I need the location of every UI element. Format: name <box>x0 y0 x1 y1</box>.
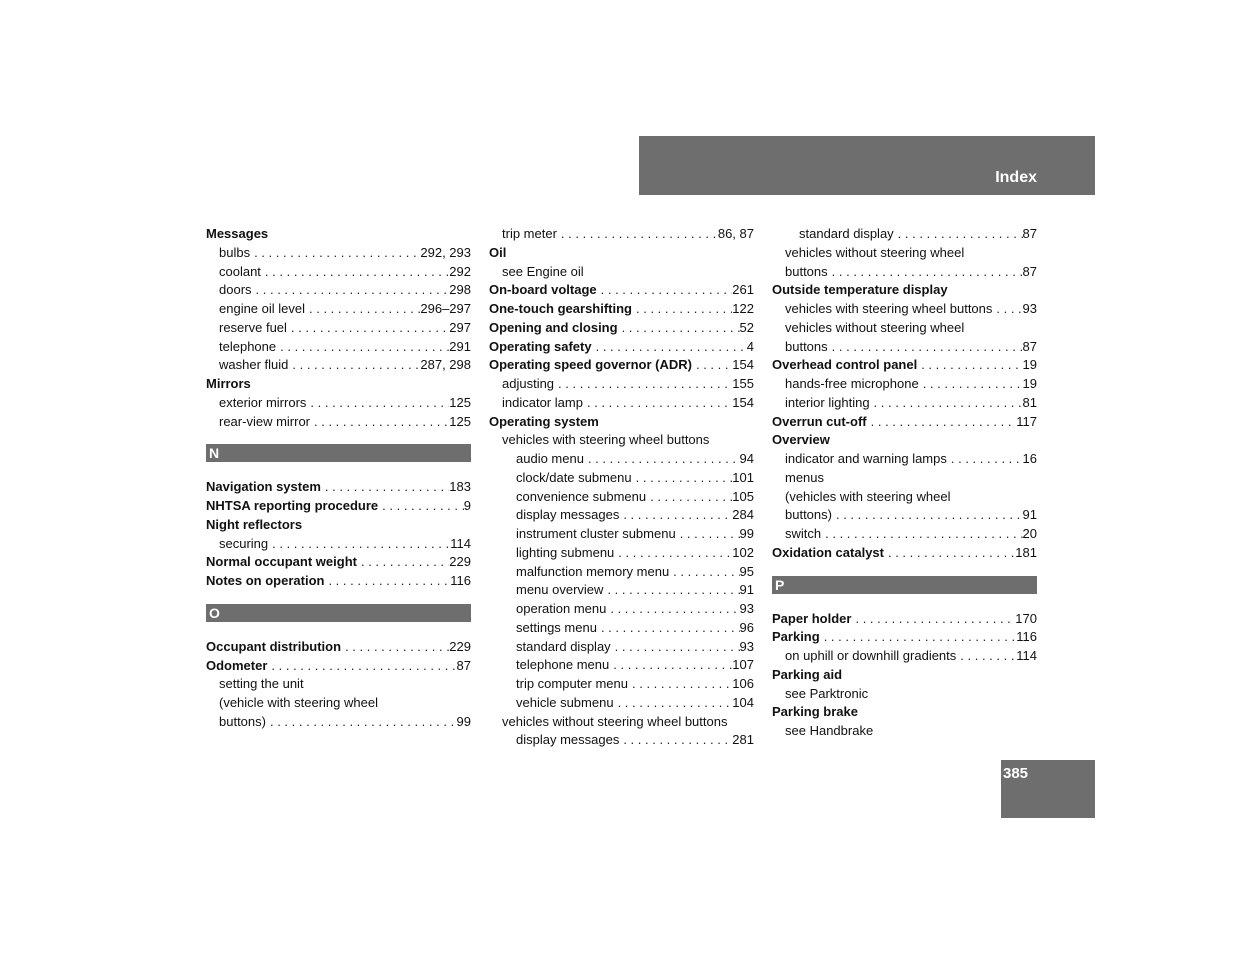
index-subentry <box>489 638 754 657</box>
index-subentry <box>489 544 754 563</box>
dot-leader <box>288 356 420 375</box>
entry-term: standard display <box>516 638 611 654</box>
index-entry <box>489 356 754 375</box>
dot-leader <box>919 375 1023 394</box>
entry-page-ref: 287, 298 <box>420 357 471 373</box>
index-subentry <box>489 563 754 582</box>
entry-term: buttons) <box>785 507 832 523</box>
entry-page-ref: 297 <box>449 319 471 335</box>
entry-term: convenience submenu <box>516 488 647 504</box>
index-subentry <box>772 338 1037 357</box>
entry-page-ref: 87 <box>1022 226 1037 241</box>
entry-page-ref: 52 <box>739 319 754 335</box>
entry-term: on uphill or downhill gradients <box>785 648 957 663</box>
index-entry <box>489 319 754 338</box>
entry-term: doors <box>219 282 252 298</box>
entry-term: Paper holder <box>772 610 852 626</box>
index-entry <box>772 413 1037 432</box>
entry-page-ref: 125 <box>449 394 471 410</box>
page-title: Index <box>995 169 1037 186</box>
entry-term: telephone <box>219 338 277 354</box>
entry-term: vehicles with steering wheel buttons <box>785 301 993 316</box>
entry-page-ref: 102 <box>732 544 754 560</box>
entry-term: standard display <box>799 226 894 241</box>
index-entry <box>206 375 471 394</box>
entry-term: Occupant distribution <box>206 638 342 654</box>
dot-leader <box>619 506 732 525</box>
entry-term: interior lighting <box>785 394 870 410</box>
entry-term: bulbs <box>219 244 251 260</box>
dot-leader <box>851 610 1015 629</box>
index-column-3 <box>772 225 1037 741</box>
entry-page-ref: 86, 87 <box>717 226 754 241</box>
entry-page-ref: 107 <box>732 657 754 673</box>
dot-leader <box>305 300 420 319</box>
dot-leader <box>611 638 740 657</box>
entry-term: hands-free microphone <box>785 376 919 391</box>
entry-page-ref: 106 <box>732 676 754 691</box>
index-entry <box>489 281 754 300</box>
dot-leader <box>992 300 1022 319</box>
entry-page-ref: 91 <box>1022 507 1037 523</box>
index-entry <box>206 478 471 497</box>
entry-page-ref: 114 <box>1016 648 1037 663</box>
entry-page-ref: 9 <box>463 498 471 513</box>
entry-term: engine oil level <box>219 301 306 316</box>
dot-leader <box>261 263 449 282</box>
index-subentry <box>206 694 471 713</box>
index-subentry <box>772 394 1037 413</box>
index-subentry <box>206 244 471 263</box>
entry-term: trip computer menu <box>516 676 628 691</box>
dot-leader <box>583 394 732 413</box>
index-entry <box>489 338 754 357</box>
index-entry <box>772 544 1037 563</box>
index-entry <box>772 610 1037 629</box>
dot-leader <box>828 263 1023 282</box>
entry-page-ref: 284 <box>732 507 754 523</box>
dot-leader <box>828 338 1023 357</box>
entry-page-ref: 81 <box>1022 394 1037 410</box>
dot-leader <box>832 506 1023 525</box>
page-number: 385 <box>1003 765 1029 782</box>
entry-page-ref: 261 <box>732 282 754 298</box>
index-header-bar <box>639 136 1095 195</box>
entry-page-ref: 170 <box>1015 610 1037 626</box>
index-subentry <box>772 450 1037 469</box>
index-subentry <box>489 506 754 525</box>
index-entry <box>772 281 1037 300</box>
index-entry <box>489 413 754 432</box>
entry-page-ref: 20 <box>1022 526 1037 541</box>
index-subentry <box>772 300 1037 319</box>
entry-page-ref: 117 <box>1016 413 1037 429</box>
entry-term: rear-view mirror <box>219 413 310 429</box>
dot-leader <box>676 525 740 544</box>
dot-leader <box>628 675 732 694</box>
dot-leader <box>867 413 1017 432</box>
index-subentry <box>206 300 471 319</box>
dot-leader <box>266 713 457 732</box>
index-subentry <box>772 225 1037 244</box>
index-subentry <box>489 225 754 244</box>
entry-term: Overview <box>772 432 830 448</box>
entry-term: Normal occupant weight <box>206 554 357 570</box>
index-subentry <box>772 722 1037 741</box>
dot-leader <box>669 563 739 582</box>
entry-term: telephone menu <box>516 657 610 673</box>
dot-leader <box>597 281 733 300</box>
entry-page-ref: 116 <box>1016 629 1037 645</box>
entry-term: buttons) <box>219 713 266 729</box>
entry-term: Odometer <box>206 657 268 673</box>
index-subentry <box>489 656 754 675</box>
entry-page-ref: 229 <box>449 638 471 654</box>
entry-term: Opening and closing <box>489 319 618 335</box>
index-entry <box>206 225 471 244</box>
entry-page-ref: 104 <box>732 694 754 710</box>
entry-term: instrument cluster submenu <box>516 526 676 541</box>
index-subentry <box>489 600 754 619</box>
entry-term: lighting submenu <box>516 544 615 560</box>
entry-term: see Handbrake <box>785 723 874 738</box>
entry-page-ref: 122 <box>732 301 754 316</box>
section-heading: O <box>206 604 471 622</box>
index-subentry <box>206 319 471 338</box>
entry-term: buttons <box>785 263 828 279</box>
entry-page-ref: 19 <box>1022 376 1037 391</box>
dot-leader <box>324 572 450 591</box>
entry-page-ref: 99 <box>739 526 754 541</box>
dot-leader <box>267 657 456 676</box>
entry-term: Parking brake <box>772 704 858 720</box>
dot-leader <box>592 338 747 357</box>
entry-term: clock/date submenu <box>516 469 632 485</box>
dot-leader <box>632 300 732 319</box>
entry-term: setting the unit <box>219 676 304 692</box>
index-subentry <box>206 263 471 282</box>
entry-page-ref: 155 <box>732 376 754 391</box>
dot-leader <box>894 225 1023 244</box>
entry-term: vehicles without steering wheel <box>785 319 965 335</box>
entry-page-ref: 291 <box>449 338 471 354</box>
dot-leader <box>821 525 1022 544</box>
entry-page-ref: 298 <box>449 282 471 298</box>
index-entry <box>206 497 471 516</box>
entry-page-ref: 154 <box>732 357 754 373</box>
dot-leader <box>606 600 739 619</box>
index-entry <box>206 553 471 572</box>
entry-term: display messages <box>516 507 620 523</box>
index-subentry <box>772 244 1037 263</box>
entry-term: exterior mirrors <box>219 394 307 410</box>
entry-page-ref: 105 <box>732 488 754 504</box>
index-subentry <box>489 619 754 638</box>
entry-term: (vehicles with steering wheel <box>785 488 951 504</box>
page-number-box <box>1001 760 1095 818</box>
index-subentry <box>772 525 1037 544</box>
dot-leader <box>614 544 732 563</box>
index-entry <box>772 356 1037 375</box>
entry-page-ref: 4 <box>746 338 754 354</box>
dot-leader <box>618 319 740 338</box>
dot-leader <box>357 553 449 572</box>
index-subentry <box>206 413 471 432</box>
dot-leader <box>632 469 733 488</box>
entry-term: switch <box>785 526 822 541</box>
entry-term: reserve fuel <box>219 319 287 335</box>
entry-term: Overhead control panel <box>772 357 918 373</box>
entry-term: operation menu <box>516 601 607 616</box>
entry-term: vehicle submenu <box>516 694 614 710</box>
index-subentry <box>206 338 471 357</box>
index-subentry <box>489 488 754 507</box>
index-entry <box>206 638 471 657</box>
entry-page-ref: 87 <box>456 657 471 673</box>
entry-term: menus <box>785 469 825 485</box>
entry-term: Navigation system <box>206 479 321 495</box>
entry-page-ref: 281 <box>732 732 754 748</box>
index-subentry <box>772 506 1037 525</box>
entry-term: display messages <box>516 732 620 748</box>
index-subentry <box>772 647 1037 666</box>
index-subentry <box>772 375 1037 394</box>
entry-page-ref: 125 <box>449 413 471 429</box>
entry-term: Operating speed governor (ADR) <box>489 357 692 373</box>
entry-term: coolant <box>219 263 261 279</box>
dot-leader <box>250 244 420 263</box>
index-entry <box>772 703 1037 722</box>
index-subentry <box>489 263 754 282</box>
index-subentry <box>206 713 471 732</box>
dot-leader <box>956 647 1016 666</box>
index-column-2 <box>489 225 754 750</box>
dot-leader <box>310 413 449 432</box>
index-subentry <box>772 469 1037 488</box>
entry-page-ref: 16 <box>1022 451 1037 466</box>
index-entry <box>206 516 471 535</box>
index-entry <box>772 666 1037 685</box>
dot-leader <box>276 338 449 357</box>
entry-page-ref: 101 <box>732 469 754 485</box>
entry-term: Night reflectors <box>206 516 303 532</box>
index-entry <box>489 300 754 319</box>
entry-term: securing <box>219 535 269 551</box>
dot-leader <box>692 356 732 375</box>
entry-page-ref: 95 <box>739 563 754 579</box>
entry-term: vehicles without steering wheel buttons <box>502 713 728 729</box>
entry-page-ref: 114 <box>450 535 471 551</box>
entry-term: NHTSA reporting procedure <box>206 498 379 513</box>
entry-page-ref: 19 <box>1022 357 1037 373</box>
entry-page-ref: 181 <box>1015 544 1037 560</box>
index-subentry <box>206 356 471 375</box>
entry-term: see Engine oil <box>502 263 584 279</box>
dot-leader <box>820 628 1017 647</box>
dot-leader <box>554 375 732 394</box>
section-heading: P <box>772 576 1037 594</box>
entry-page-ref: 296–297 <box>420 301 471 316</box>
entry-term: audio menu <box>516 451 584 466</box>
entry-page-ref: 229 <box>449 554 471 570</box>
entry-page-ref: 94 <box>739 451 754 466</box>
entry-term: Parking aid <box>772 666 843 682</box>
index-entry <box>206 572 471 591</box>
entry-page-ref: 154 <box>732 394 754 410</box>
index-subentry <box>489 675 754 694</box>
dot-leader <box>609 656 732 675</box>
dot-leader <box>378 497 464 516</box>
index-subentry <box>772 263 1037 282</box>
dot-leader <box>646 488 732 507</box>
entry-term: adjusting <box>502 376 555 391</box>
dot-leader <box>870 394 1023 413</box>
index-subentry <box>206 281 471 300</box>
entry-page-ref: 99 <box>456 713 471 729</box>
entry-term: Outside temperature display <box>772 282 948 298</box>
entry-term: indicator lamp <box>502 394 583 410</box>
dot-leader <box>597 619 740 638</box>
index-subentry <box>772 319 1037 338</box>
dot-leader <box>557 225 718 244</box>
entry-term: Messages <box>206 226 269 241</box>
dot-leader <box>287 319 449 338</box>
dot-leader <box>321 478 449 497</box>
entry-page-ref: 292, 293 <box>420 244 471 260</box>
index-subentry <box>206 394 471 413</box>
entry-term: Oil <box>489 244 507 260</box>
index-subentry <box>489 375 754 394</box>
entry-page-ref: 87 <box>1022 263 1037 279</box>
dot-leader <box>917 356 1022 375</box>
index-subentry <box>489 694 754 713</box>
entry-term: One-touch gearshifting <box>489 301 632 316</box>
index-entry <box>206 657 471 676</box>
dot-leader <box>252 281 450 300</box>
entry-page-ref: 292 <box>449 263 471 279</box>
index-column-1 <box>206 225 471 732</box>
index-subentry <box>489 450 754 469</box>
dot-leader <box>619 731 732 750</box>
index-subentry <box>489 469 754 488</box>
dot-leader <box>341 638 449 657</box>
entry-term: Operating system <box>489 413 599 429</box>
entry-term: Oxidation catalyst <box>772 544 884 560</box>
entry-term: malfunction memory menu <box>516 563 670 579</box>
index-subentry <box>489 731 754 750</box>
index-subentry <box>206 675 471 694</box>
entry-term: vehicles with steering wheel buttons <box>502 432 710 448</box>
index-subentry <box>772 685 1037 704</box>
index-subentry <box>489 581 754 600</box>
entry-term: see Parktronic <box>785 685 869 701</box>
dot-leader <box>306 394 449 413</box>
index-subentry <box>489 525 754 544</box>
index-subentry <box>489 394 754 413</box>
dot-leader <box>614 694 733 713</box>
entry-term: washer fluid <box>219 357 289 373</box>
dot-leader <box>268 535 450 554</box>
index-subentry <box>489 431 754 450</box>
entry-term: trip meter <box>502 226 557 241</box>
entry-term: settings menu <box>516 619 597 635</box>
entry-page-ref: 183 <box>449 479 471 495</box>
dot-leader <box>884 544 1015 563</box>
entry-page-ref: 93 <box>739 638 754 654</box>
entry-term: On-board voltage <box>489 282 597 298</box>
entry-term: Parking <box>772 629 820 645</box>
section-heading: N <box>206 444 471 462</box>
dot-leader <box>584 450 740 469</box>
index-entry <box>772 628 1037 647</box>
dot-leader <box>603 581 739 600</box>
index-entry <box>489 244 754 263</box>
entry-term: indicator and warning lamps <box>785 451 947 466</box>
entry-term: buttons <box>785 338 828 354</box>
entry-page-ref: 93 <box>1022 301 1037 316</box>
entry-term: Mirrors <box>206 376 251 391</box>
entry-term: (vehicle with steering wheel <box>219 695 378 710</box>
entry-term: Operating safety <box>489 338 592 354</box>
entry-page-ref: 87 <box>1022 338 1037 354</box>
index-subentry <box>489 713 754 732</box>
entry-term: Overrun cut-off <box>772 413 867 429</box>
index-entry <box>772 431 1037 450</box>
entry-page-ref: 116 <box>450 573 471 588</box>
dot-leader <box>947 450 1023 469</box>
entry-page-ref: 93 <box>739 601 754 616</box>
entry-term: vehicles without steering wheel <box>785 244 965 260</box>
entry-term: menu overview <box>516 582 604 598</box>
entry-page-ref: 96 <box>739 619 754 635</box>
entry-page-ref: 91 <box>739 582 754 598</box>
entry-term: Notes on operation <box>206 573 325 588</box>
index-subentry <box>206 535 471 554</box>
index-subentry <box>772 488 1037 507</box>
